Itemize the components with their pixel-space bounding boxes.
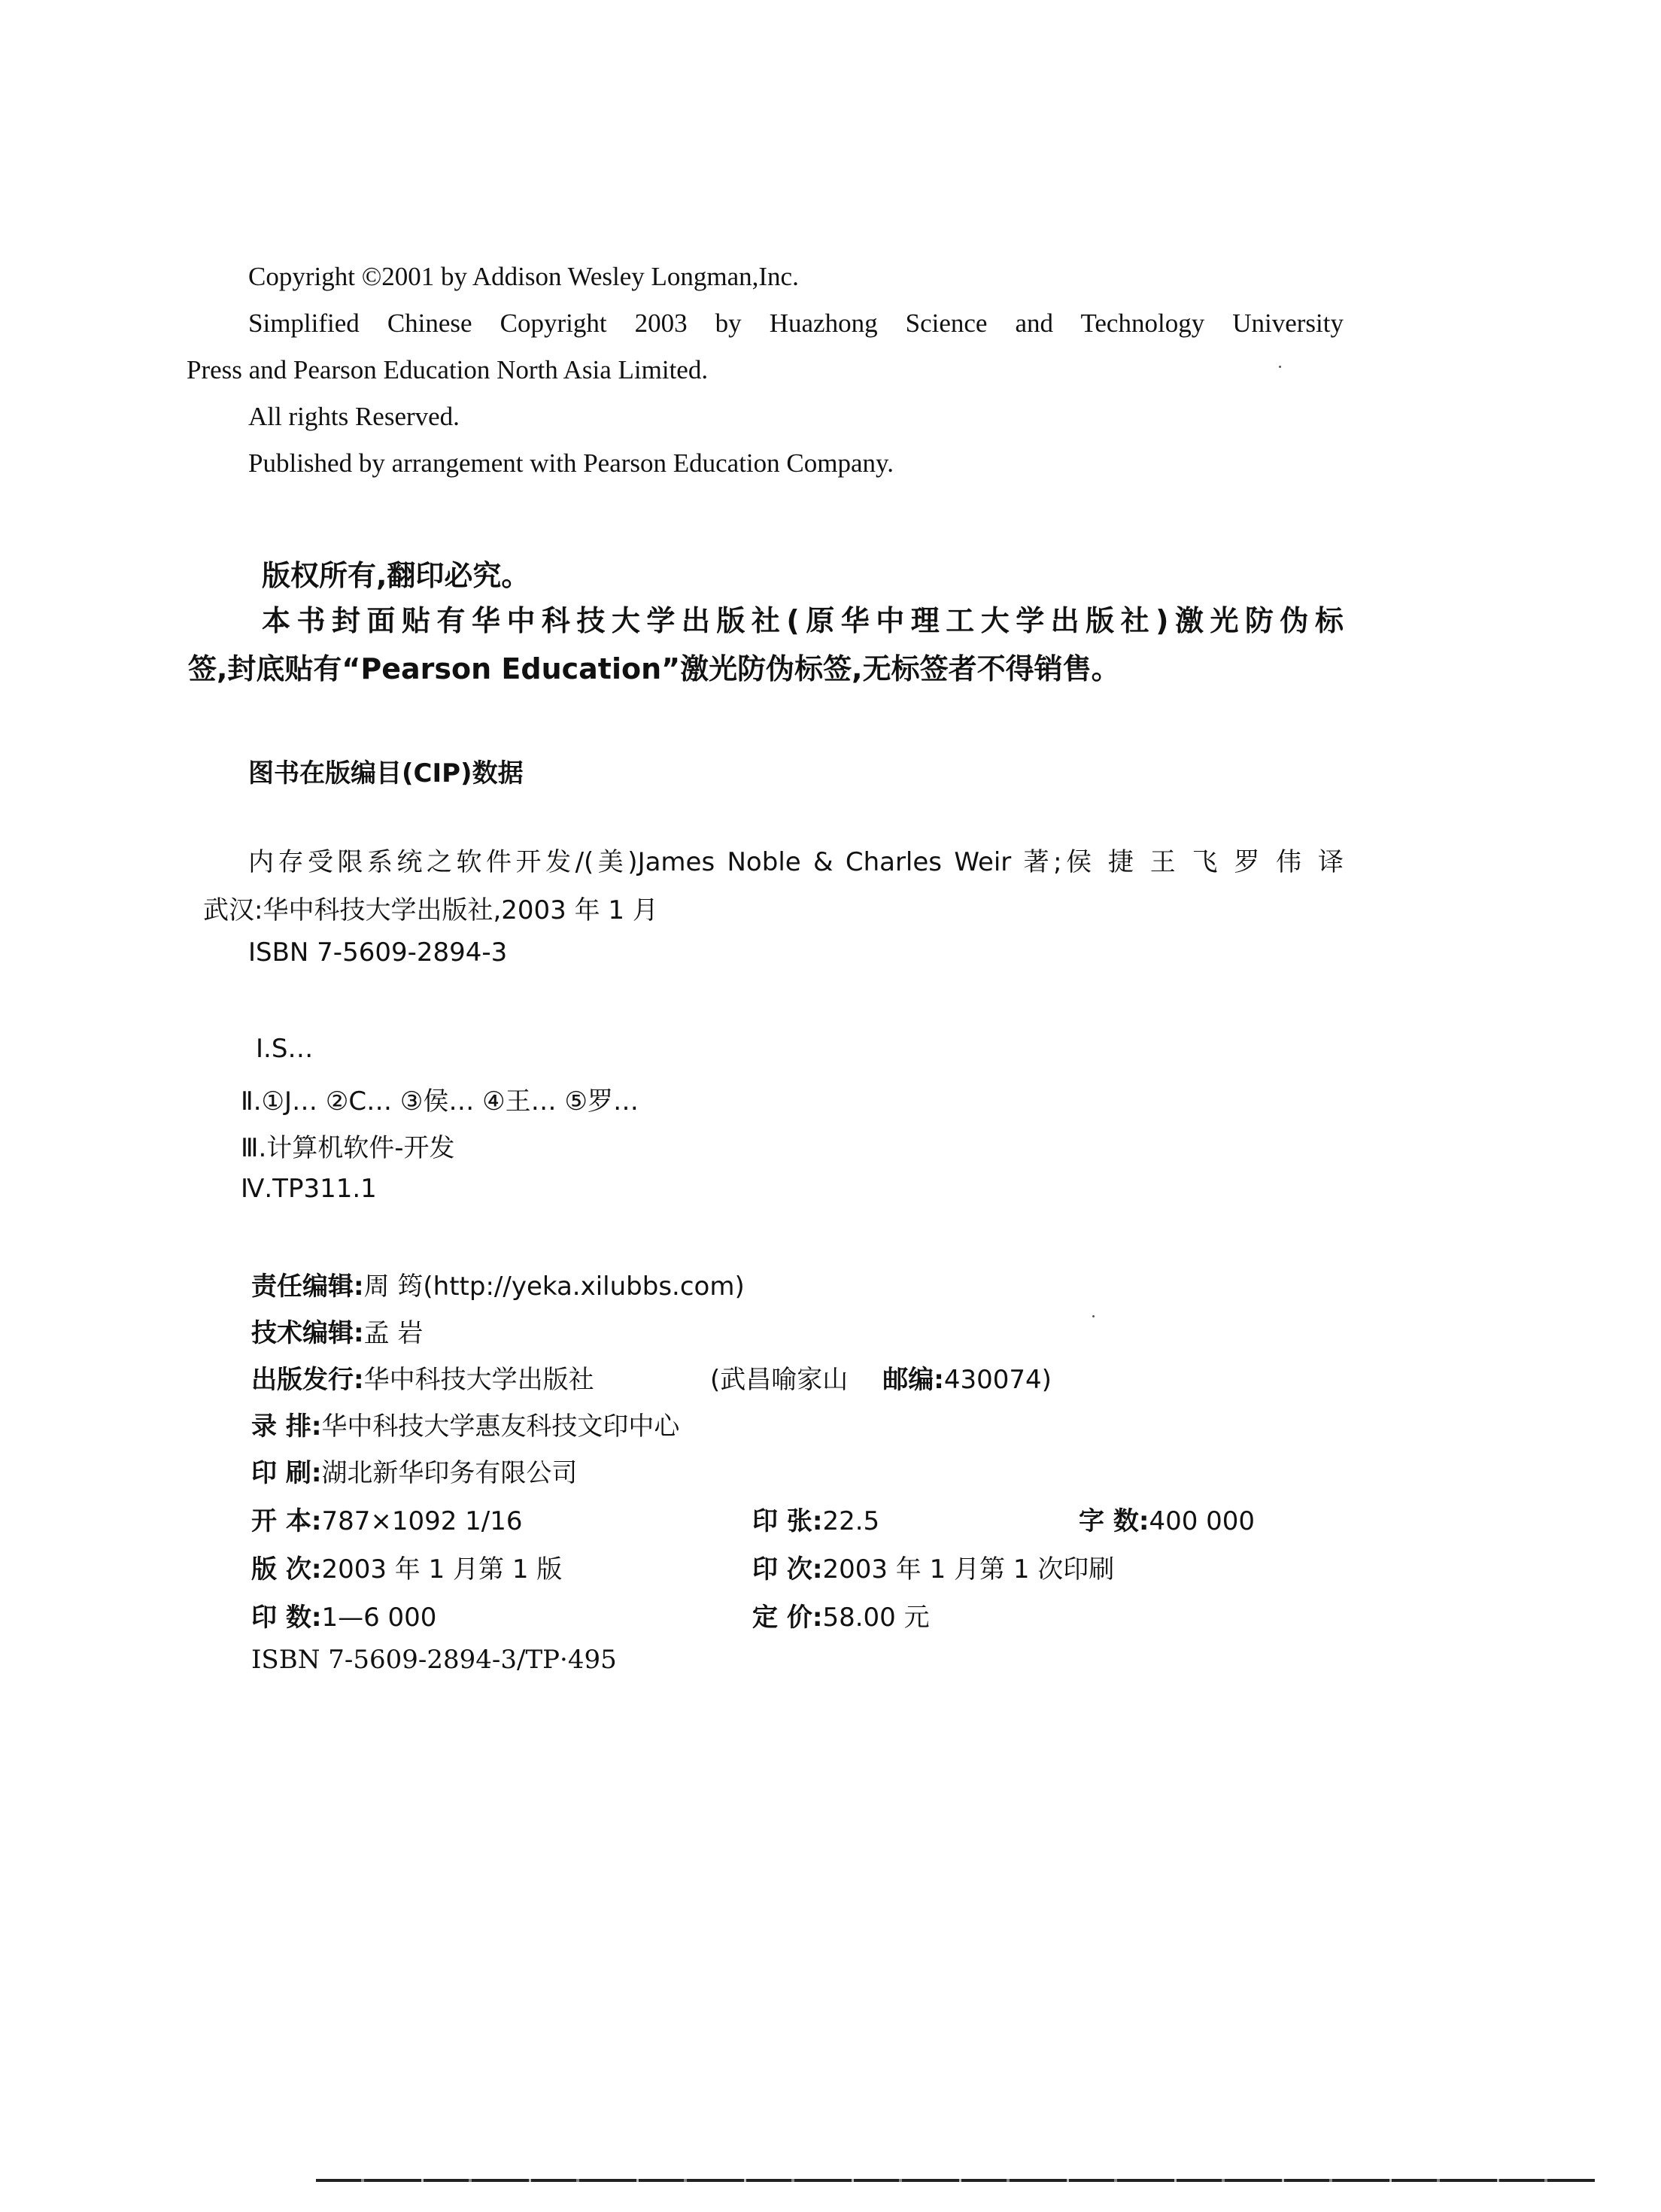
words-value: 400 000: [1149, 1506, 1256, 1536]
sheets-value: 22.5: [822, 1506, 880, 1536]
typeset-row: [251, 1405, 679, 1442]
cip-class-1: Ⅰ.S…: [256, 1034, 314, 1064]
scan-speck: [1279, 366, 1281, 368]
publisher-row: [251, 1359, 594, 1396]
publication-arrangement-line: Published by arrangement with Pearson Education Company.: [248, 448, 894, 478]
sheets-cell: [752, 1500, 879, 1537]
publisher-value: 华中科技大学出版社: [363, 1365, 594, 1395]
price-cell: [752, 1597, 930, 1633]
rights-notice-cn: 版权所有,翻印必究。: [262, 559, 530, 592]
price-label: 定 价:: [752, 1603, 823, 1633]
format-row: [251, 1500, 523, 1537]
scan-speck: [1092, 1315, 1095, 1317]
rights-reserved-line: All rights Reserved.: [248, 402, 460, 431]
publisher-address: [710, 1359, 1052, 1396]
anti-counterfeit-notice-line2: 签,封底贴有“Pearson Education”激光防伪标签,无标签者不得销售。: [188, 652, 1120, 685]
impression-cell: [752, 1548, 1114, 1585]
sheets-label: 印 张:: [752, 1506, 823, 1536]
words-label: 字 数:: [1079, 1506, 1149, 1536]
word-count-cell: [1079, 1500, 1255, 1537]
edition-value: 2003 年 1 月第 1 版: [321, 1554, 563, 1585]
typeset-label: 录 排:: [251, 1411, 322, 1442]
editor-label: 责任编辑:: [251, 1272, 364, 1302]
tech-editor-label: 技术编辑:: [251, 1318, 364, 1348]
impression-label: 印 次:: [752, 1554, 823, 1585]
format-label: 开 本:: [251, 1506, 322, 1536]
copies-row: [251, 1597, 436, 1633]
isbn-full: ISBN 7-5609-2894-3/TP·495: [251, 1645, 617, 1675]
impression-value: 2003 年 1 月第 1 次印刷: [822, 1554, 1115, 1585]
price-value: 58.00 元: [822, 1603, 930, 1633]
cip-heading: 图书在版编目(CIP)数据: [248, 758, 524, 788]
postcode-value: 430074): [943, 1365, 1052, 1395]
cip-class-4: Ⅳ.TP311.1: [241, 1174, 377, 1204]
copies-value: 1—6 000: [321, 1603, 437, 1633]
scan-bottom-edge: [316, 2179, 1595, 2182]
edition-label: 版 次:: [251, 1554, 322, 1585]
print-label: 印 刷:: [251, 1458, 322, 1488]
tech-editor-row: [251, 1312, 423, 1349]
edition-row: [251, 1548, 562, 1585]
print-value: 湖北新华印务有限公司: [321, 1458, 578, 1488]
typeset-value: 华中科技大学惠友科技文印中心: [321, 1411, 680, 1442]
publisher-label: 出版发行:: [251, 1365, 364, 1395]
cip-title-line: 内存受限系统之软件开发/(美)James Noble & Charles Weir 著;侯 捷 王 飞 罗 伟 译: [248, 847, 1344, 877]
copies-label: 印 数:: [251, 1603, 322, 1633]
simplified-chinese-copyright-continuation: Press and Pearson Education North Asia Limited.: [187, 355, 709, 384]
printer-row: [251, 1452, 577, 1489]
cip-class-2: Ⅱ.①J… ②C… ③侯… ④王… ⑤罗…: [241, 1086, 639, 1117]
editor-row: [251, 1266, 745, 1302]
copyright-line: Copyright ©2001 by Addison Wesley Longman,Inc.: [248, 262, 799, 291]
format-value: 787×1092 1/16: [321, 1506, 523, 1536]
editor-value: 周 筠(http://yeka.xilubbs.com): [363, 1272, 745, 1302]
postcode-label: 邮编:: [882, 1365, 944, 1395]
anti-counterfeit-notice-line1: 本书封面贴有华中科技大学出版社(原华中理工大学出版社)激光防伪标: [262, 604, 1344, 637]
cip-isbn: ISBN 7-5609-2894-3: [248, 937, 508, 968]
cip-publication-line: 武汉:华中科技大学出版社,2003 年 1 月: [203, 895, 658, 925]
simplified-chinese-copyright-line: Simplified Chinese Copyright 2003 by Huazhong Science and Technology University: [248, 308, 1344, 338]
cip-class-3: Ⅲ.计算机软件-开发: [241, 1133, 455, 1163]
address-value: (武昌喻家山: [710, 1365, 849, 1395]
tech-editor-value: 孟 岩: [363, 1318, 424, 1348]
